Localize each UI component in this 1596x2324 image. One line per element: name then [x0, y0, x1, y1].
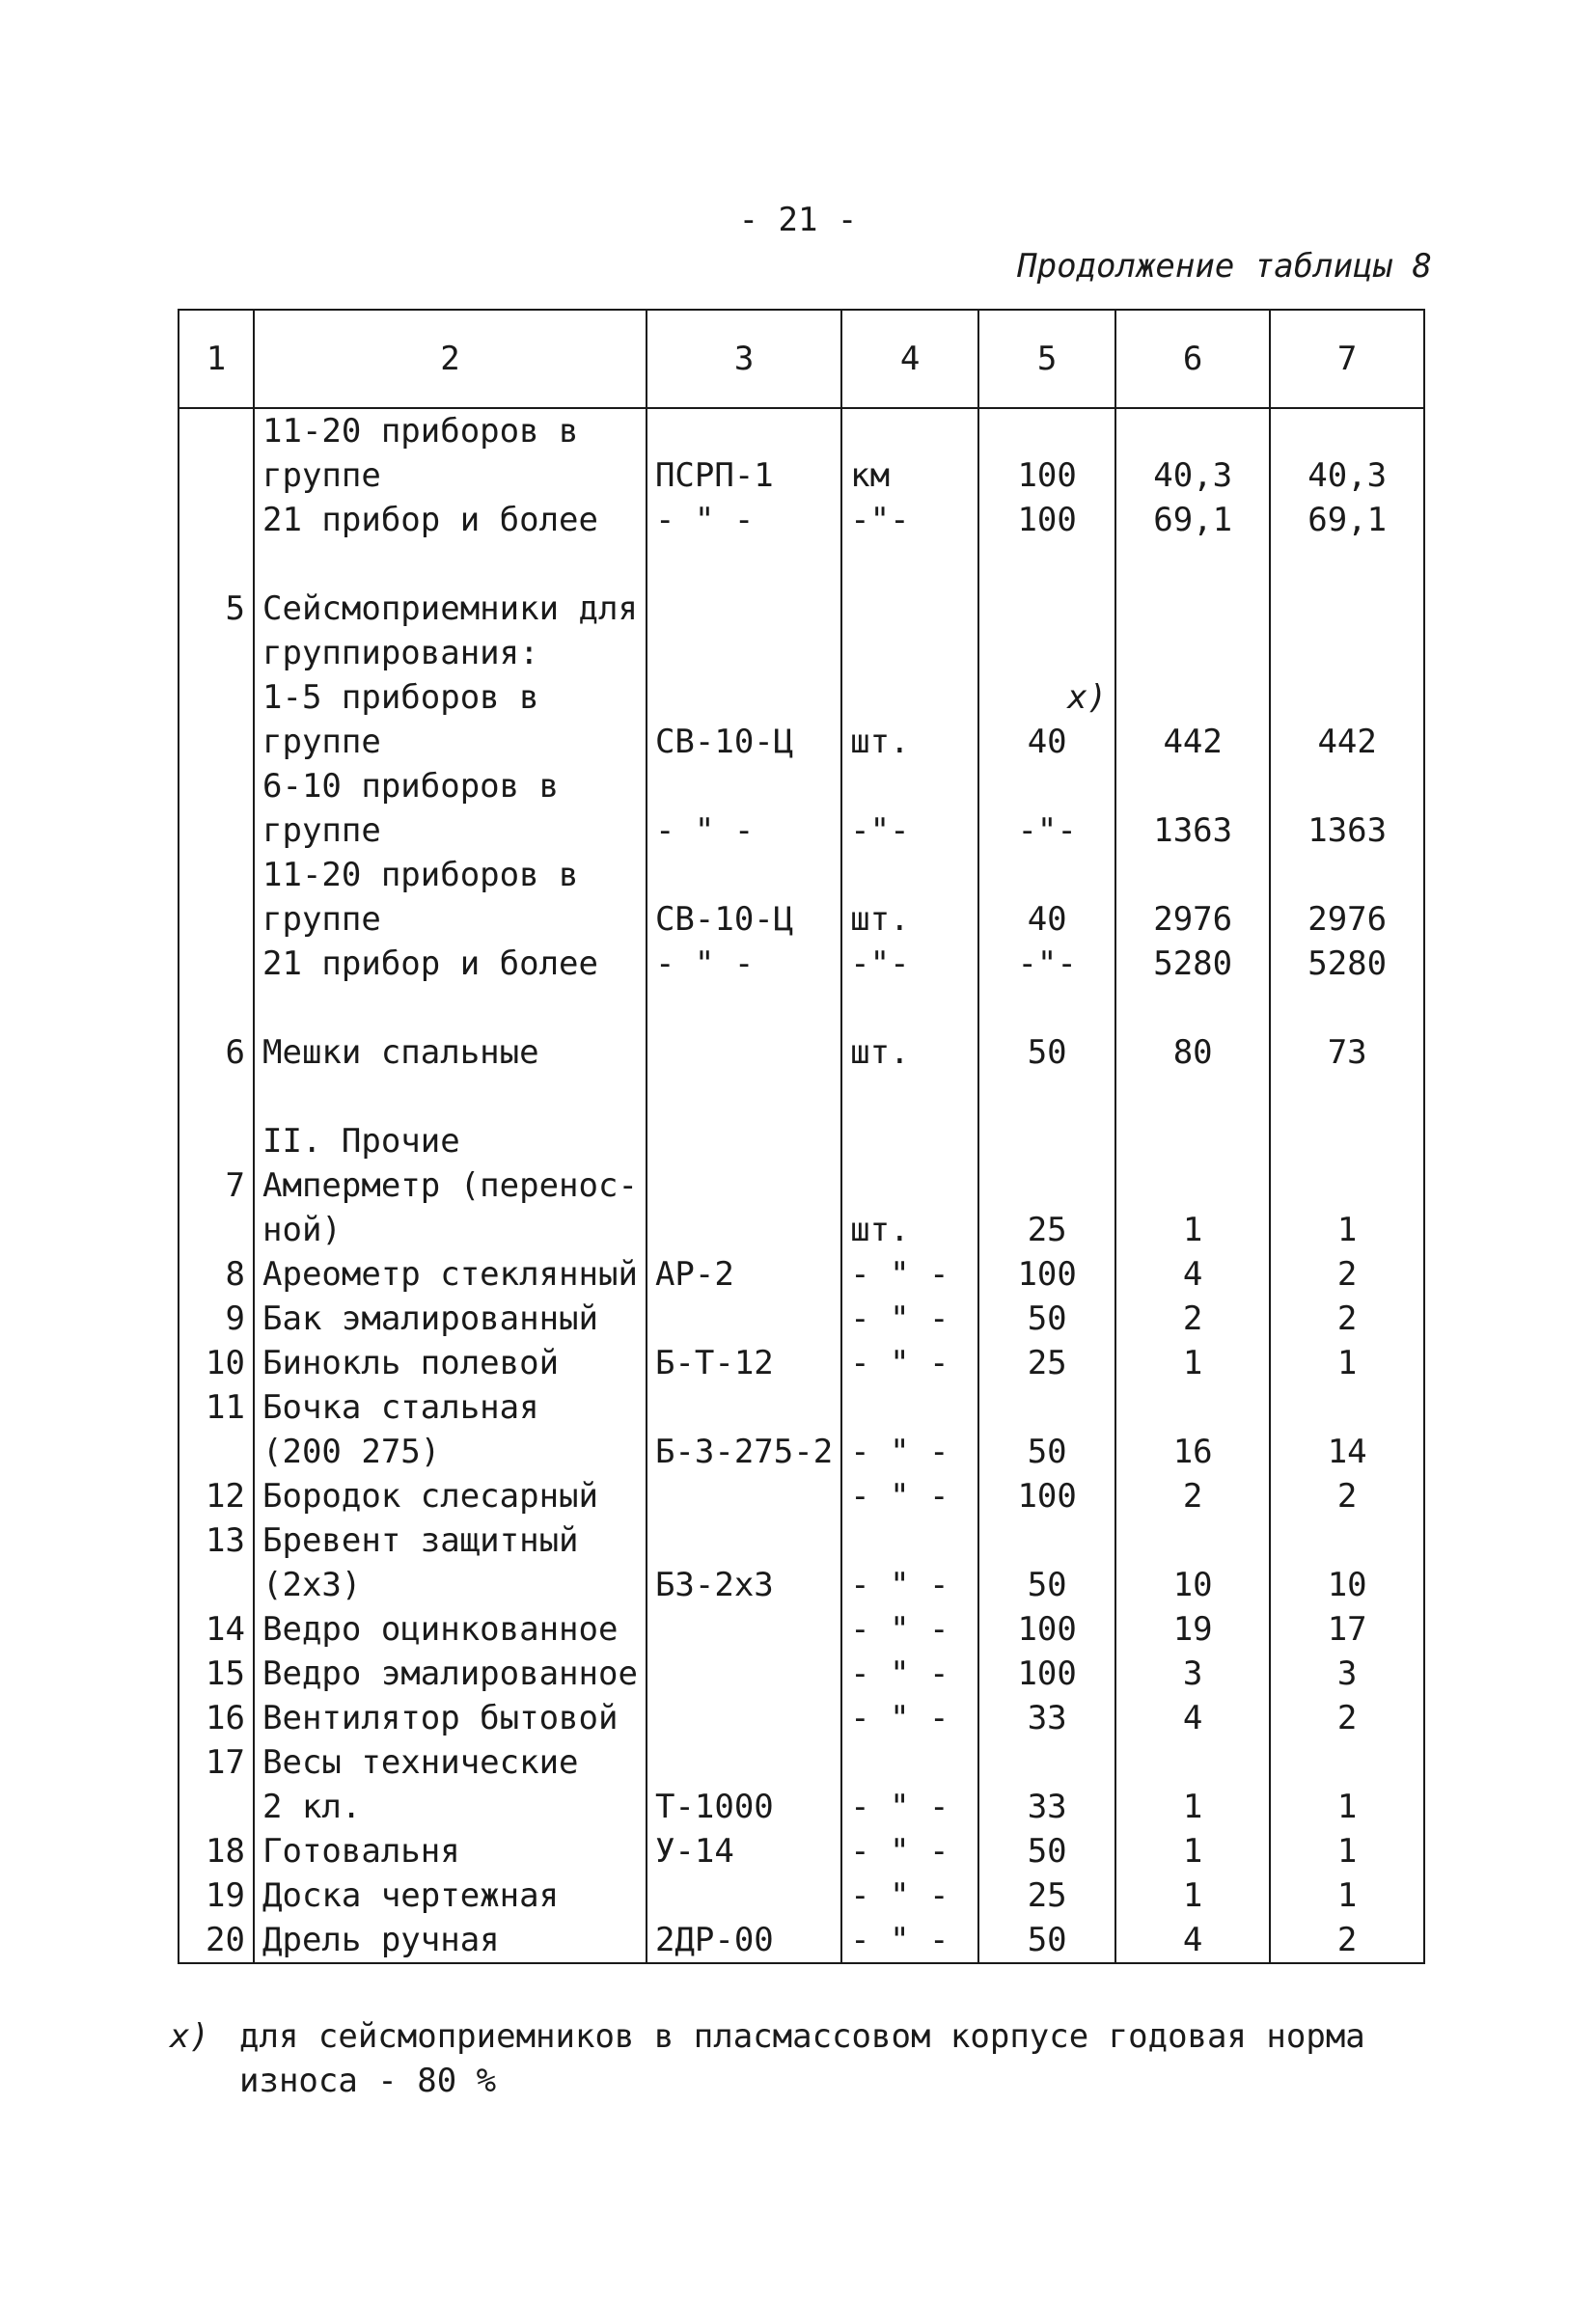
table-cell-col-1: 20 [179, 1918, 254, 1963]
table-cell-col-2: II. Прочие [254, 1119, 647, 1163]
table-cell-col-4: - " - [841, 1563, 978, 1607]
table-cell-col-2 [254, 542, 647, 587]
table-cell-col-2: Дрель ручная [254, 1918, 647, 1963]
table-cell-col-6: 2 [1115, 1297, 1270, 1341]
table-row [179, 453, 1424, 498]
table-cell-col-4: -"- [841, 808, 978, 853]
table-cell-col-6: 4 [1115, 1252, 1270, 1297]
table-cell-col-7: 1 [1270, 1873, 1424, 1918]
table-cell-col-6: 10 [1115, 1563, 1270, 1607]
table-cell-col-3: БЗ-2х3 [647, 1563, 841, 1607]
table-cell-col-2: 2 кл. [254, 1785, 647, 1829]
table-cell-col-1: 10 [179, 1341, 254, 1385]
table-cell-col-3 [647, 587, 841, 631]
table-cell-col-5: -"- [978, 942, 1115, 986]
table-cell-col-1 [179, 808, 254, 853]
table-cell-col-6: 16 [1115, 1430, 1270, 1474]
table-row [179, 408, 1424, 453]
table-cell-col-1 [179, 764, 254, 808]
table-row [179, 1829, 1424, 1873]
table-cell-col-4 [841, 675, 978, 720]
table-cell-col-3 [647, 1474, 841, 1518]
table-cell-col-3: 2ДР-00 [647, 1918, 841, 1963]
table-cell-col-7 [1270, 853, 1424, 897]
table-row [179, 986, 1424, 1030]
table-row [179, 1652, 1424, 1696]
table-row [179, 1607, 1424, 1652]
table-cell-col-4: -"- [841, 498, 978, 542]
table-cell-col-7: 2976 [1270, 897, 1424, 942]
table-cell-col-4 [841, 1518, 978, 1563]
table-cell-col-4: - " - [841, 1474, 978, 1518]
table-row [179, 897, 1424, 942]
footnote-text: для сейсмоприемников в пласмассовом корпусе годовая норма износа - 80 % [239, 2017, 1365, 2100]
table-cell-col-4 [841, 1385, 978, 1430]
table-cell-col-4 [841, 1075, 978, 1119]
table-row [179, 1696, 1424, 1740]
column-header: 3 [647, 310, 841, 408]
table-row [179, 853, 1424, 897]
table-cell-col-1: 7 [179, 1163, 254, 1208]
table-cell-col-7: 73 [1270, 1030, 1424, 1075]
table-cell-col-5: 33 [978, 1696, 1115, 1740]
table-cell-col-5: 100 [978, 1607, 1115, 1652]
table-cell-col-4 [841, 853, 978, 897]
table-cell-col-5: 100 [978, 498, 1115, 542]
table-cell-col-7: 69,1 [1270, 498, 1424, 542]
table-cell-col-1 [179, 1430, 254, 1474]
table-cell-col-1 [179, 720, 254, 764]
table-cell-col-3: АР-2 [647, 1252, 841, 1297]
footnote [170, 2014, 1434, 2103]
table-cell-col-3 [647, 1873, 841, 1918]
table-row [179, 1430, 1424, 1474]
table-cell-col-3: У-14 [647, 1829, 841, 1873]
column-header: 6 [1115, 310, 1270, 408]
table-header [179, 310, 1424, 408]
table-cell-col-4 [841, 1119, 978, 1163]
table-cell-col-5 [978, 1385, 1115, 1430]
table-row [179, 675, 1424, 720]
table-row [179, 542, 1424, 587]
table-row [179, 1563, 1424, 1607]
table-cell-col-1: 8 [179, 1252, 254, 1297]
table-cell-col-5 [978, 1518, 1115, 1563]
table-cell-col-2: ной) [254, 1208, 647, 1252]
table-cell-col-5: 50 [978, 1430, 1115, 1474]
table-cell-col-5: 100 [978, 1474, 1115, 1518]
table-cell-col-2: группе [254, 808, 647, 853]
table-cell-col-2: Весы технические [254, 1740, 647, 1785]
table-cell-col-4: - " - [841, 1873, 978, 1918]
table-cell-col-6: 19 [1115, 1607, 1270, 1652]
table-cell-col-2: Бревент защитный [254, 1518, 647, 1563]
table-row [179, 1163, 1424, 1208]
table-cell-col-1: 19 [179, 1873, 254, 1918]
table-cell-col-1: 5 [179, 587, 254, 631]
table-cell-col-6: 1363 [1115, 808, 1270, 853]
table-cell-col-2: (2x3) [254, 1563, 647, 1607]
footnote-mark: x) [170, 2017, 209, 2056]
table-cell-col-5 [978, 408, 1115, 453]
table-cell-col-2: 6-10 приборов в [254, 764, 647, 808]
table-cell-col-7 [1270, 1075, 1424, 1119]
table-cell-col-6 [1115, 587, 1270, 631]
table-cell-col-2: 21 прибор и более [254, 942, 647, 986]
table-row [179, 1030, 1424, 1075]
table-cell-col-5 [978, 1075, 1115, 1119]
table-cell-col-3: СВ-10-Ц [647, 897, 841, 942]
table-cell-col-4: - " - [841, 1652, 978, 1696]
table-cell-col-2: Готовальня [254, 1829, 647, 1873]
table-row [179, 1075, 1424, 1119]
column-header: 1 [179, 310, 254, 408]
table-cell-col-6 [1115, 1385, 1270, 1430]
table-cell-col-7: 2 [1270, 1474, 1424, 1518]
table-cell-col-5 [978, 587, 1115, 631]
table-cell-col-3 [647, 1607, 841, 1652]
table-cell-col-1 [179, 631, 254, 675]
table-cell-col-2: группе [254, 897, 647, 942]
table-cell-col-4 [841, 764, 978, 808]
table-cell-col-4: -"- [841, 942, 978, 986]
table-cell-col-3 [647, 1297, 841, 1341]
table-cell-col-4 [841, 542, 978, 587]
table-cell-col-4: км [841, 453, 978, 498]
table-cell-col-5: 100 [978, 1252, 1115, 1297]
table-cell-col-2: Сейсмоприемники для [254, 587, 647, 631]
table-cell-col-3 [647, 1518, 841, 1563]
table-cell-col-7: 1 [1270, 1785, 1424, 1829]
table-cell-col-4: - " - [841, 1829, 978, 1873]
table-cell-col-7 [1270, 408, 1424, 453]
table-cell-col-2: (200 275) [254, 1430, 647, 1474]
table-cell-col-7: 10 [1270, 1563, 1424, 1607]
table-cell-col-3 [647, 542, 841, 587]
table-cell-col-7: 2 [1270, 1252, 1424, 1297]
table-cell-col-1 [179, 1563, 254, 1607]
table-row [179, 942, 1424, 986]
table-cell-col-1 [179, 853, 254, 897]
table-cell-col-5 [978, 1119, 1115, 1163]
table-row [179, 1873, 1424, 1918]
table-cell-col-6 [1115, 764, 1270, 808]
table-cell-col-3 [647, 1030, 841, 1075]
table-cell-col-2: Мешки спальные [254, 1030, 647, 1075]
table-cell-col-2: Бородок слесарный [254, 1474, 647, 1518]
table-cell-col-5 [978, 764, 1115, 808]
table-cell-col-5: -"- [978, 808, 1115, 853]
table-cell-col-4: - " - [841, 1252, 978, 1297]
header-row [179, 310, 1424, 408]
table-cell-col-5: 50 [978, 1030, 1115, 1075]
table-row [179, 1119, 1424, 1163]
table-cell-col-6: 1 [1115, 1785, 1270, 1829]
table-cell-col-5: 25 [978, 1873, 1115, 1918]
table-cell-col-3: - " - [647, 498, 841, 542]
table-cell-col-2: 1-5 приборов в [254, 675, 647, 720]
table-cell-col-3: - " - [647, 942, 841, 986]
table-cell-col-1 [179, 1785, 254, 1829]
table-cell-col-3 [647, 675, 841, 720]
table-cell-col-6: 3 [1115, 1652, 1270, 1696]
table-row [179, 1518, 1424, 1563]
table-cell-col-5: 40 [978, 897, 1115, 942]
table-cell-col-7: 5280 [1270, 942, 1424, 986]
table-cell-col-2: Ведро оцинкованное [254, 1607, 647, 1652]
table-row [179, 1341, 1424, 1385]
table-cell-col-7: 2 [1270, 1918, 1424, 1963]
column-header: 5 [978, 310, 1115, 408]
table-cell-col-1: 14 [179, 1607, 254, 1652]
table-cell-col-5: 50 [978, 1829, 1115, 1873]
table-cell-col-2: Ведро эмалированное [254, 1652, 647, 1696]
table-cell-col-7: 1 [1270, 1341, 1424, 1385]
table-cell-col-4 [841, 986, 978, 1030]
table-cell-col-6: 2 [1115, 1474, 1270, 1518]
table-continuation-caption: Продолжение таблицы 8 [1017, 247, 1432, 286]
table-cell-col-1 [179, 986, 254, 1030]
table-cell-col-5: 100 [978, 453, 1115, 498]
table-cell-col-3 [647, 986, 841, 1030]
table-cell-col-1: 6 [179, 1030, 254, 1075]
table-cell-col-7 [1270, 1163, 1424, 1208]
table-cell-col-1 [179, 1119, 254, 1163]
table-cell-col-2: Вентилятор бытовой [254, 1696, 647, 1740]
table-cell-col-1: 17 [179, 1740, 254, 1785]
table-cell-col-6: 1 [1115, 1341, 1270, 1385]
table-cell-col-6 [1115, 1163, 1270, 1208]
table-cell-col-3 [647, 1119, 841, 1163]
table-cell-col-7: 2 [1270, 1696, 1424, 1740]
table-cell-col-7 [1270, 1385, 1424, 1430]
table-cell-col-6: 40,3 [1115, 453, 1270, 498]
table-cell-col-4: - " - [841, 1785, 978, 1829]
table-cell-col-2: Бак эмалированный [254, 1297, 647, 1341]
column-header: 2 [254, 310, 647, 408]
table-cell-col-7: 1 [1270, 1829, 1424, 1873]
table-cell-col-5 [978, 986, 1115, 1030]
table-cell-col-5 [978, 1163, 1115, 1208]
table-cell-col-2: группирования: [254, 631, 647, 675]
table-cell-col-6: 442 [1115, 720, 1270, 764]
table-row [179, 587, 1424, 631]
table-cell-col-3: - " - [647, 808, 841, 853]
table-cell-col-1 [179, 453, 254, 498]
table-cell-col-5: 50 [978, 1563, 1115, 1607]
table-cell-col-1 [179, 675, 254, 720]
table-row [179, 1785, 1424, 1829]
table-cell-col-1 [179, 408, 254, 453]
table-cell-col-2: Доска чертежная [254, 1873, 647, 1918]
table-cell-col-2 [254, 1075, 647, 1119]
table-row [179, 498, 1424, 542]
table-cell-col-3 [647, 1652, 841, 1696]
table-cell-col-2 [254, 986, 647, 1030]
table-cell-col-4: - " - [841, 1607, 978, 1652]
table-cell-col-4 [841, 1163, 978, 1208]
table-cell-col-6: 1 [1115, 1829, 1270, 1873]
table-cell-col-5: 50 [978, 1918, 1115, 1963]
table-cell-col-7 [1270, 1518, 1424, 1563]
table-cell-col-1 [179, 542, 254, 587]
table-cell-col-6: 4 [1115, 1696, 1270, 1740]
table-cell-col-7 [1270, 675, 1424, 720]
table-cell-col-3 [647, 1163, 841, 1208]
table-cell-col-1 [179, 897, 254, 942]
table-cell-col-3 [647, 408, 841, 453]
table-cell-col-7 [1270, 587, 1424, 631]
table-cell-col-2: группе [254, 720, 647, 764]
table-cell-col-4: шт. [841, 720, 978, 764]
table-cell-col-5 [978, 631, 1115, 675]
table-cell-col-7: 17 [1270, 1607, 1424, 1652]
table-cell-col-7 [1270, 986, 1424, 1030]
table-cell-col-6: 1 [1115, 1208, 1270, 1252]
table-row [179, 1474, 1424, 1518]
table-cell-col-5 [978, 542, 1115, 587]
table-cell-col-2: Амперметр (перенос- [254, 1163, 647, 1208]
column-header: 4 [841, 310, 978, 408]
table-cell-col-6 [1115, 1518, 1270, 1563]
table-cell-col-6: 5280 [1115, 942, 1270, 986]
table-cell-col-1: 13 [179, 1518, 254, 1563]
column-header: 7 [1270, 310, 1424, 408]
table-cell-col-4: - " - [841, 1341, 978, 1385]
table-cell-col-6: 1 [1115, 1873, 1270, 1918]
table-cell-col-1: 18 [179, 1829, 254, 1873]
table-cell-col-5: 25 [978, 1208, 1115, 1252]
table-cell-col-6: 69,1 [1115, 498, 1270, 542]
table-cell-col-6: 4 [1115, 1918, 1270, 1963]
table-row [179, 808, 1424, 853]
table-cell-col-3 [647, 1075, 841, 1119]
table-cell-col-6 [1115, 1740, 1270, 1785]
table-cell-col-4: - " - [841, 1430, 978, 1474]
table-cell-col-5: 33 [978, 1785, 1115, 1829]
table-cell-col-7: 2 [1270, 1297, 1424, 1341]
table-cell-col-7: 1 [1270, 1208, 1424, 1252]
table-cell-col-6 [1115, 986, 1270, 1030]
table-cell-col-4: - " - [841, 1297, 978, 1341]
table-body [179, 408, 1424, 1963]
table-cell-col-6 [1115, 631, 1270, 675]
table-cell-col-1: 11 [179, 1385, 254, 1430]
table-row [179, 1208, 1424, 1252]
table-cell-col-1: 15 [179, 1652, 254, 1696]
table-cell-col-1: 16 [179, 1696, 254, 1740]
table-cell-col-2: Бочка стальная [254, 1385, 647, 1430]
table-cell-col-5 [978, 853, 1115, 897]
table-cell-col-7: 40,3 [1270, 453, 1424, 498]
table-cell-col-1 [179, 498, 254, 542]
table-cell-col-1 [179, 1075, 254, 1119]
table-cell-col-6 [1115, 1075, 1270, 1119]
table-cell-col-7 [1270, 1740, 1424, 1785]
table-cell-col-3: ПСРП-1 [647, 453, 841, 498]
table-cell-col-3: Т-1000 [647, 1785, 841, 1829]
table-cell-col-1 [179, 1208, 254, 1252]
table-cell-col-5: 40 [978, 720, 1115, 764]
table-row [179, 1252, 1424, 1297]
table-cell-col-4: - " - [841, 1918, 978, 1963]
table-row [179, 1385, 1424, 1430]
table-cell-col-7: 3 [1270, 1652, 1424, 1696]
table-cell-col-6 [1115, 408, 1270, 453]
table-row [179, 1297, 1424, 1341]
table-cell-col-7 [1270, 764, 1424, 808]
table-cell-col-2: Бинокль полевой [254, 1341, 647, 1385]
table-cell-col-1: 12 [179, 1474, 254, 1518]
table-cell-col-5: 50 [978, 1297, 1115, 1341]
table-cell-col-3 [647, 1740, 841, 1785]
table-row [179, 631, 1424, 675]
table-cell-col-3 [647, 1208, 841, 1252]
table-cell-col-7 [1270, 631, 1424, 675]
table-cell-col-4: шт. [841, 1208, 978, 1252]
table-cell-col-3 [647, 853, 841, 897]
table-cell-col-5 [978, 1740, 1115, 1785]
table-cell-col-6 [1115, 542, 1270, 587]
table-cell-col-4: шт. [841, 897, 978, 942]
equipment-table [178, 309, 1425, 1964]
table-cell-col-4 [841, 587, 978, 631]
table-cell-col-7 [1270, 1119, 1424, 1163]
page-number: - 21 - [738, 201, 858, 239]
table-cell-col-4 [841, 408, 978, 453]
table-cell-col-3: Б-3-275-2 [647, 1430, 841, 1474]
table-cell-col-7 [1270, 542, 1424, 587]
table-cell-col-6 [1115, 1119, 1270, 1163]
table-cell-col-2: группе [254, 453, 647, 498]
table-cell-col-4 [841, 1740, 978, 1785]
table-cell-col-7: 14 [1270, 1430, 1424, 1474]
table-cell-col-3 [647, 764, 841, 808]
table-cell-col-4 [841, 631, 978, 675]
table-row [179, 764, 1424, 808]
table-cell-col-2: 11-20 приборов в [254, 408, 647, 453]
table-cell-col-1: 9 [179, 1297, 254, 1341]
table-cell-col-2: 11-20 приборов в [254, 853, 647, 897]
table-cell-col-3 [647, 1385, 841, 1430]
table-cell-col-6: 80 [1115, 1030, 1270, 1075]
table-cell-col-7: 442 [1270, 720, 1424, 764]
table-cell-col-5: 25 [978, 1341, 1115, 1385]
table-cell-col-3 [647, 631, 841, 675]
table-cell-col-2: Ареометр стеклянный [254, 1252, 647, 1297]
table-row [179, 720, 1424, 764]
table-cell-col-3: Б-Т-12 [647, 1341, 841, 1385]
table-cell-col-4: - " - [841, 1696, 978, 1740]
table-cell-col-2: 21 прибор и более [254, 498, 647, 542]
table-row [179, 1918, 1424, 1963]
table-row [179, 1740, 1424, 1785]
table-cell-col-6 [1115, 853, 1270, 897]
table-cell-col-6 [1115, 675, 1270, 720]
table-cell-col-1 [179, 942, 254, 986]
table-cell-col-5: 100 [978, 1652, 1115, 1696]
table-cell-col-3: СВ-10-Ц [647, 720, 841, 764]
table-cell-col-7: 1363 [1270, 808, 1424, 853]
table-cell-col-6: 2976 [1115, 897, 1270, 942]
table-cell-col-4: шт. [841, 1030, 978, 1075]
table-cell-col-3 [647, 1696, 841, 1740]
table-cell-col-5: x) [978, 675, 1115, 720]
